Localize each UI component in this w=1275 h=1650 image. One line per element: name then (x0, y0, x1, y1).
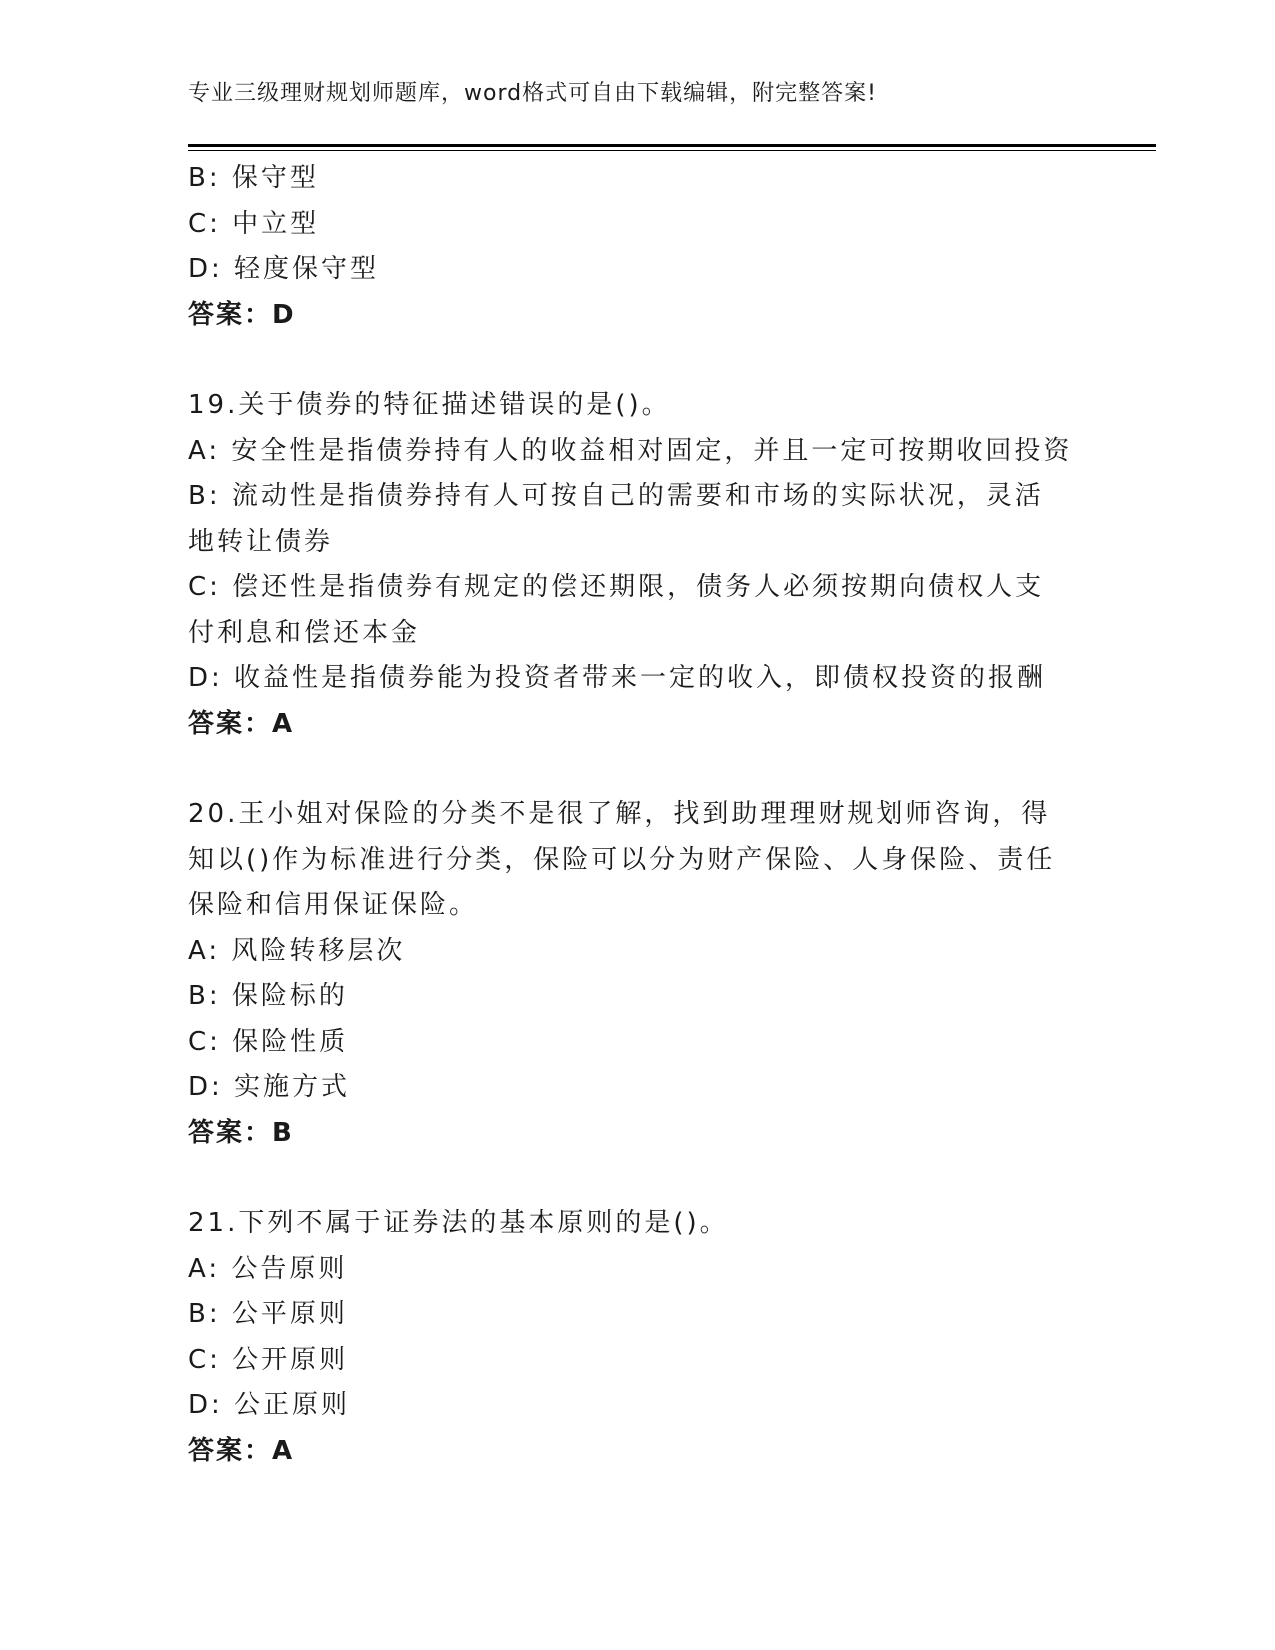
q21-question: 21.下列不属于证券法的基本原则的是()。 (188, 1208, 729, 1238)
q19-option-b: B: 流动性是指债券持有人可按自己的需要和市场的实际状况，灵活地转让债券 (188, 481, 1044, 557)
q19-question: 19.关于债券的特征描述错误的是()。 (188, 390, 671, 420)
header-rule-thin (188, 150, 1156, 151)
q20-answer: 答案：B (188, 1117, 294, 1148)
q18-option-c: C: 中立型 (188, 208, 320, 239)
q21-option-b: B: 公平原则 (188, 1299, 348, 1329)
q20-option-b: B: 保险标的 (188, 981, 348, 1011)
q20-question: 20.王小姐对保险的分类不是很了解，找到助理理财规划师咨询，得知以()作为标准进行分类，保险可以分为财产保险、人身保险、责任保险和信用保证保险。 (188, 799, 1056, 920)
question-content (188, 156, 1088, 1474)
q19-answer: 答案：A (188, 708, 295, 739)
q20-option-a: A: 风险转移层次 (188, 935, 406, 966)
q21-answer: 答案：A (188, 1435, 295, 1466)
q21-option-d: D: 公正原则 (188, 1390, 351, 1420)
q18-option-b: B: 保守型 (188, 163, 319, 193)
q19-option-d: D: 收益性是指债券能为投资者带来一定的收入，即债权投资的报酬 (188, 663, 1047, 693)
header-rule-thick (188, 144, 1156, 147)
page-header: 专业三级理财规划师题库，word格式可自由下载编辑，附完整答案! (188, 81, 877, 106)
q18-answer: 答案：D (188, 299, 296, 330)
q21-option-a: A: 公告原则 (188, 1253, 348, 1284)
q19-option-c: C: 偿还性是指债券有规定的偿还期限，债务人必须按期向债权人支付利息和偿还本金 (188, 572, 1045, 648)
q20-option-d: D: 实施方式 (188, 1072, 351, 1102)
q19-option-a: A: 安全性是指债券持有人的收益相对固定，并且一定可按期收回投资 (188, 435, 1073, 466)
q18-option-d: D: 轻度保守型 (188, 254, 380, 284)
q21-option-c: C: 公开原则 (188, 1344, 349, 1375)
q20-option-c: C: 保险性质 (188, 1026, 349, 1057)
